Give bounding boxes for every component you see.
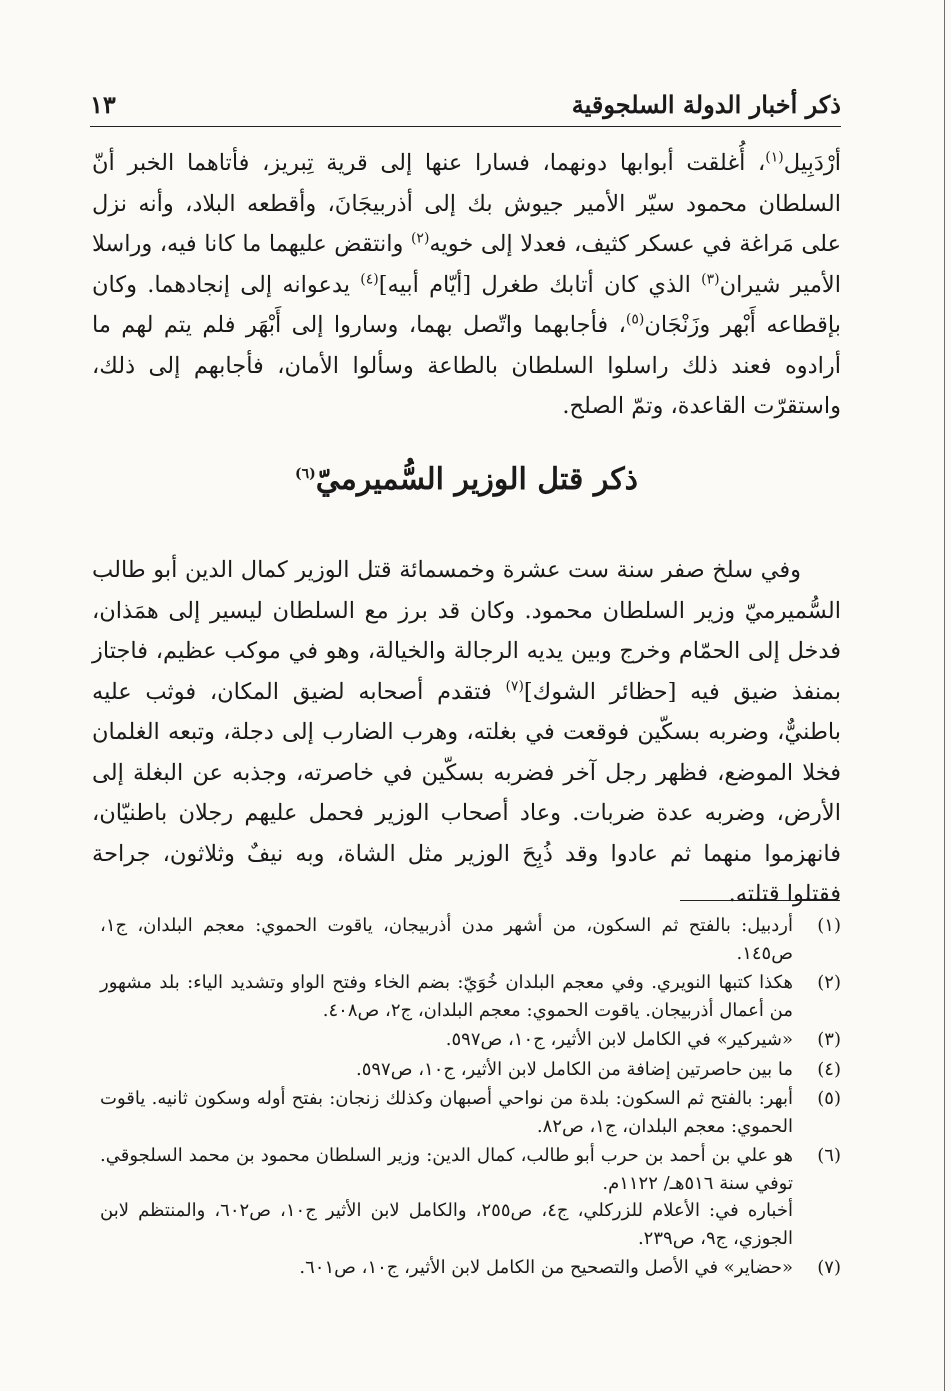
- footnotes-list: [100, 912, 841, 1284]
- footnote-number: (٦): [817, 1145, 841, 1166]
- footnote-ref-5[interactable]: (٥): [625, 311, 645, 328]
- section-heading: [92, 462, 841, 497]
- text-run: أرْدَبِيل: [783, 150, 841, 176]
- text-run: وانتقض عليهما ما كانا فيه، وراسلا الأمير شيران: [92, 231, 842, 298]
- footnote-ref-7[interactable]: (٧): [505, 678, 524, 694]
- footnote-ref-1[interactable]: (١): [765, 149, 784, 166]
- footnote-number: (٤): [817, 1058, 841, 1080]
- footnote-text: أبهر: بالفتح ثم السكون: بلدة من نواحي أصبهان وكذلك زنجان: بفتح أوله وسكون ثانيه. ياقوت الحموي: معجم البلدان، ج١، ص٨٢.: [100, 1088, 793, 1137]
- text-run: فتقدم أصحابه لضيق المكان، فوثب عليه باطنيٌّ، وضربه بسكّين فوقعت في بغلته، وهرب الضارب إلى دجلة، وتبعه الغلمان فخلا الموضع، فظهر رجل آخر فضربه بسكّين في خاصرته، وجذبه عن البغلة إلى الأرض، وضربه عدة ضربات. وعاد أصحاب الوزير فحمل عليهم رجلان باطنيّان، فانهزموا منهما ثم عادوا وقد ذُبِحَ الوزير مثل الشاة، وبه نيفٌ وثلاثون، جراحة فقتلوا قتلته.: [92, 678, 841, 907]
- footnote-text: أردبيل: بالفتح ثم السكون، من أشهر مدن أذربيجان، ياقوت الحموي: معجم البلدان، ج١، ص١٤٥.: [100, 915, 793, 964]
- section-heading-text: ذكر قتل الوزير السُّميرميّ: [315, 462, 639, 497]
- footnote-number: (٧): [817, 1257, 841, 1278]
- footnote-text: «شيركير» في الكامل لابن الأثير، ج١٠، ص٥٩٧.: [445, 1029, 793, 1050]
- footnote-ref-6[interactable]: (٦): [294, 466, 316, 482]
- footnote-text-group: [100, 1142, 793, 1252]
- footnote-item: [100, 1142, 841, 1252]
- footnote-number: (١): [817, 915, 841, 936]
- footnote-divider: [680, 900, 840, 901]
- running-title: ذكر أخبار الدولة السلجوقية: [571, 90, 841, 119]
- footnote-number: (٣): [817, 1029, 841, 1050]
- footnote-ref-3[interactable]: (٣): [701, 271, 720, 287]
- footnote-text: هكذا كتبها النويري. وفي معجم البلدان خُوَيّ: بضم الخاء وفتح الواو وتشديد الياء: بلد مشهور من أعمال أذربيجان. ياقوت الحموي: معجم البلدان، ج٢، ص٤٠٨.: [100, 972, 793, 1021]
- footnote-item: [100, 1056, 841, 1084]
- page-number: ١٣: [90, 90, 116, 119]
- page-header: [90, 86, 841, 127]
- footnote-subtext: أخباره في: الأعلام للزركلي، ج٤، ص٢٥٥، والكامل لابن الأثير ج١٠، ص٦٠٢، والمنتظم لابن الجوزي، ج٩، ص٢٣٩.: [100, 1200, 793, 1249]
- footnote-item: [100, 1026, 841, 1054]
- footnote-item: [100, 1254, 841, 1282]
- footnote-item: [100, 912, 841, 967]
- footnote-ref-2[interactable]: (٢): [410, 230, 430, 247]
- text-run: الذي كان أتابك طغرل [أيّام أبيه]: [378, 271, 702, 298]
- footnote-text: هو علي بن أحمد بن حرب أبو طالب، كمال الدين: وزير السلطان محمود بن محمد السلجوقي. توفي سنة ٥١٦هـ/ ١١٢٢م.: [100, 1145, 793, 1194]
- body-paragraph-2: [92, 550, 841, 915]
- footnote-item: [100, 1085, 841, 1140]
- footnote-number: (٢): [817, 972, 841, 993]
- text-run: ، فأجابهما واتّصل بهما، وساروا إلى أَبْهَر فلم يتم لهم ما أرادوه فعند ذلك راسلوا السلطان بالطاعة وسألوا الأمان، فأجابهم إلى ذلك، واستقرّت القاعدة، وتمّ الصلح.: [92, 312, 841, 419]
- footnote-item: [100, 969, 841, 1024]
- footnote-number: (٥): [817, 1088, 841, 1109]
- text-run: ، أُغلقت أبوابها دونهما، فسارا عنها إلى قرية تِبريز، فأتاهما الخبر أنّ السلطان محمود سيّر الأمير جيوش بك إلى أذربيجَانَ، وأقطعه البلاد، وأنه نزل على مَراغة في عسكر كثيف، فعدلا إلى خويه: [92, 150, 841, 257]
- body-paragraph-1: [92, 143, 841, 427]
- footnote-text: ما بين حاصرتين إضافة من الكامل لابن الأثير، ج١٠، ص٥٩٧.: [355, 1058, 793, 1080]
- text-run: يدعوانه إلى إنجادهما. وكان بإقطاعه أَبْهر وزَنْجَان: [92, 271, 841, 338]
- footnote-ref-4[interactable]: (٤): [360, 271, 379, 287]
- footnote-text: «حضاير» في الأصل والتصحيح من الكامل لابن الأثير، ج١٠، ص٦٠١.: [299, 1257, 793, 1278]
- text-run: وفي سلخ صفر سنة ست عشرة وخمسمائة قتل الوزير كمال الدين أبو طالب السُّميرميّ وزير السلطان محمود. وكان قد برز مع السلطان ليسير إلى همَذان، فدخل إلى الحمّام وخرج وبين يديه الرجالة والخيالة، وهو في موكب عظيم، فاجتاز بمنفذ ضيق فيه [حظائر الشوك]: [92, 557, 841, 705]
- page-edge-line: [944, 0, 945, 1391]
